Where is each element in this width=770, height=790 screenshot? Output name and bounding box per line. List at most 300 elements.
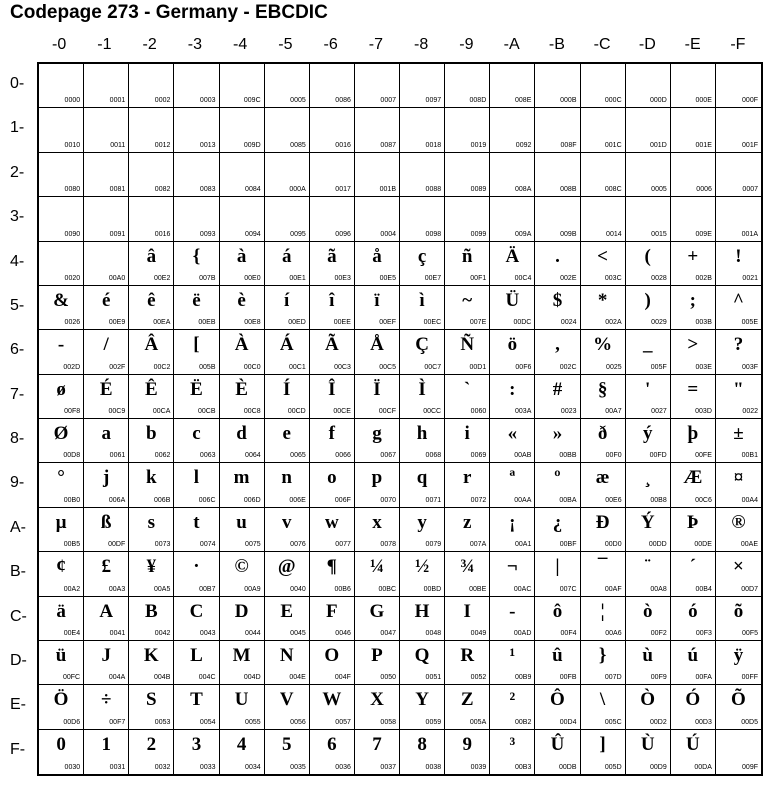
code-cell — [581, 730, 626, 774]
cell-unicode-code: 002B — [695, 274, 712, 282]
cell-unicode-code: 0067 — [380, 452, 396, 460]
cell-glyph: F — [326, 600, 338, 622]
code-cell — [310, 330, 355, 374]
code-cell — [310, 419, 355, 463]
code-cell — [400, 508, 445, 552]
cell-unicode-code: 00EE — [333, 319, 351, 327]
code-cell — [220, 463, 265, 507]
cell-unicode-code: 0073 — [154, 541, 171, 549]
cell-unicode-code: 0033 — [199, 764, 216, 771]
cell-unicode-code: 00FB — [559, 674, 577, 682]
cell-glyph: ü — [55, 644, 67, 666]
cell-glyph: ç — [417, 245, 427, 267]
code-cell — [84, 508, 129, 552]
cell-unicode-code: 00C7 — [424, 363, 442, 371]
cell-glyph: S — [146, 689, 157, 711]
code-cell — [671, 463, 716, 507]
cell-unicode-code: 00BA — [559, 496, 577, 504]
code-cell — [671, 730, 716, 774]
cell-unicode-code: 003F — [742, 363, 758, 371]
cell-unicode-code: 00AE — [740, 541, 758, 549]
cell-unicode-code: 0061 — [109, 452, 126, 460]
cell-glyph: ² — [509, 689, 516, 711]
code-cell — [671, 242, 716, 286]
cell-unicode-code: 006A — [108, 496, 126, 504]
cell-unicode-code: 004A — [108, 674, 126, 682]
cell-unicode-code: 00F9 — [650, 674, 667, 682]
cell-unicode-code: 0003 — [199, 97, 216, 105]
cell-glyph: P — [371, 644, 383, 666]
row-header: 4- — [10, 252, 25, 270]
code-cell — [265, 463, 310, 507]
cell-unicode-code: 000E — [695, 97, 712, 105]
code-cell — [400, 597, 445, 641]
cell-glyph: î — [329, 289, 335, 311]
cell-glyph: ? — [733, 334, 744, 356]
cell-unicode-code: 0083 — [199, 186, 216, 194]
cell-unicode-code: 0056 — [290, 718, 306, 726]
code-cell — [445, 552, 490, 596]
code-cell — [174, 242, 219, 286]
cell-unicode-code: 0050 — [380, 674, 396, 682]
code-cell — [490, 197, 535, 241]
code-cell — [310, 242, 355, 286]
code-cell — [626, 64, 671, 108]
cell-unicode-code: 0038 — [425, 764, 442, 771]
cell-unicode-code: 00B8 — [650, 496, 667, 504]
code-cell — [716, 330, 761, 374]
code-cell — [265, 286, 310, 330]
cell-glyph: 2 — [146, 733, 157, 755]
cell-unicode-code: 0007 — [380, 97, 396, 105]
cell-unicode-code: 00A6 — [605, 629, 622, 637]
code-cell — [220, 197, 265, 241]
column-header: -0 — [52, 36, 67, 53]
cell-unicode-code: 00C6 — [695, 496, 712, 504]
cell-unicode-code: 00F2 — [650, 629, 667, 637]
code-cell — [355, 597, 400, 641]
row-header: 0- — [10, 75, 25, 92]
cell-glyph: G — [369, 600, 385, 622]
code-cell — [39, 153, 84, 197]
cell-unicode-code: 0014 — [606, 230, 622, 238]
code-cell — [174, 197, 219, 241]
code-cell — [626, 242, 671, 286]
cell-unicode-code: 004C — [198, 674, 216, 682]
code-cell — [581, 508, 626, 552]
cell-unicode-code: 0054 — [199, 718, 216, 726]
column-header: -D — [638, 36, 656, 53]
cell-unicode-code: 0099 — [470, 230, 487, 238]
code-cell — [39, 197, 84, 241]
cell-unicode-code: 00FF — [741, 674, 758, 682]
cell-unicode-code: 00D1 — [469, 363, 487, 371]
cell-glyph: m — [233, 467, 250, 489]
cell-glyph: ¾ — [460, 556, 475, 578]
code-cell — [671, 375, 716, 419]
cell-unicode-code: 0068 — [425, 452, 442, 460]
cell-glyph: W — [322, 689, 342, 711]
code-cell — [129, 153, 174, 197]
cell-glyph: e — [282, 423, 291, 444]
code-cell — [355, 108, 400, 152]
cell-unicode-code: 008C — [604, 186, 622, 194]
cell-glyph: n — [281, 467, 292, 489]
code-cell — [174, 64, 219, 108]
cell-glyph: ! — [735, 245, 742, 267]
cell-unicode-code: 00F3 — [695, 629, 712, 637]
code-cell — [129, 242, 174, 286]
cell-unicode-code: 00E5 — [379, 274, 396, 282]
cell-unicode-code: 006C — [198, 496, 216, 504]
code-cell — [445, 286, 490, 330]
code-cell — [716, 197, 761, 241]
code-cell — [84, 197, 129, 241]
cell-unicode-code: 00B6 — [334, 585, 351, 593]
cell-unicode-code: 00C2 — [153, 363, 171, 371]
code-cell — [626, 552, 671, 596]
cell-unicode-code: 0013 — [199, 141, 216, 149]
code-cell — [581, 552, 626, 596]
cell-glyph: 3 — [191, 733, 202, 755]
cell-unicode-code: 007A — [469, 541, 487, 549]
cell-unicode-code: 001E — [695, 141, 712, 149]
cell-unicode-code: 00DA — [694, 764, 712, 771]
code-cell — [265, 330, 310, 374]
cell-unicode-code: 0065 — [290, 452, 306, 460]
cell-unicode-code: 0071 — [425, 496, 442, 504]
cell-glyph: U — [234, 689, 249, 711]
cell-unicode-code: 00E7 — [424, 274, 442, 282]
code-cell — [39, 330, 84, 374]
cell-glyph: ´ — [689, 556, 696, 578]
cell-unicode-code: 00A4 — [741, 496, 758, 504]
cell-glyph: H — [414, 600, 430, 622]
code-cell — [400, 197, 445, 241]
cell-glyph: ÷ — [100, 689, 112, 711]
code-cell — [626, 730, 671, 774]
cell-unicode-code: 0021 — [742, 274, 758, 282]
cell-unicode-code: 003E — [695, 363, 712, 371]
row-header: 7- — [10, 385, 25, 403]
column-header: -2 — [142, 36, 157, 53]
code-cell — [84, 730, 129, 774]
cell-unicode-code: 00AD — [513, 629, 532, 637]
cell-glyph: ì — [419, 289, 425, 311]
cell-glyph: j — [103, 467, 110, 489]
code-cell — [129, 463, 174, 507]
cell-unicode-code: 00AC — [513, 585, 532, 593]
code-cell — [716, 375, 761, 419]
cell-unicode-code: 00B2 — [515, 718, 532, 726]
cell-unicode-code: 005A — [469, 718, 487, 726]
cell-glyph: ï — [374, 289, 380, 311]
cell-unicode-code: 00D0 — [604, 541, 622, 549]
cell-unicode-code: 008D — [469, 97, 487, 105]
code-cell — [535, 286, 580, 330]
code-cell — [39, 286, 84, 330]
cell-unicode-code: 005B — [199, 363, 216, 371]
cell-unicode-code: 0059 — [425, 718, 442, 726]
cell-glyph: ñ — [461, 245, 473, 267]
cell-unicode-code: 0032 — [154, 764, 171, 771]
code-cell — [39, 242, 84, 286]
code-cell — [174, 330, 219, 374]
cell-unicode-code: 0074 — [199, 541, 216, 549]
column-header: -8 — [414, 36, 429, 53]
code-cell — [310, 197, 355, 241]
cell-unicode-code: 007D — [604, 674, 622, 682]
code-cell — [535, 730, 580, 774]
code-cell — [84, 419, 129, 463]
row-header: 8- — [10, 430, 25, 447]
column-header: -3 — [187, 36, 202, 53]
code-cell — [265, 375, 310, 419]
cell-glyph: ú — [687, 644, 699, 666]
cell-unicode-code: 009D — [243, 141, 261, 149]
code-cell — [39, 419, 84, 463]
cell-unicode-code: 0020 — [64, 274, 81, 282]
cell-glyph: b — [146, 423, 157, 444]
row-header: E- — [10, 696, 26, 714]
code-cell — [400, 730, 445, 774]
code-cell — [84, 552, 129, 596]
cell-glyph: ³ — [509, 733, 516, 755]
cell-unicode-code: 004D — [243, 674, 261, 682]
code-cell — [265, 64, 310, 108]
cell-unicode-code: 00C3 — [334, 363, 351, 371]
cell-unicode-code: 007B — [199, 274, 216, 282]
code-cell — [174, 419, 219, 463]
cell-unicode-code: 000D — [650, 97, 667, 105]
code-cell — [490, 153, 535, 197]
cell-unicode-code: 004E — [289, 674, 306, 682]
code-cell — [355, 508, 400, 552]
cell-glyph: × — [733, 556, 744, 578]
code-cell — [445, 641, 490, 685]
cell-glyph: ( — [644, 245, 651, 267]
code-cell — [174, 685, 219, 729]
cell-unicode-code: 00E8 — [244, 319, 261, 327]
cell-glyph: \ — [599, 689, 606, 711]
cell-unicode-code: 00DE — [694, 541, 712, 549]
cell-glyph: o — [327, 467, 337, 489]
cell-unicode-code: 000A — [289, 186, 306, 194]
code-cell — [716, 730, 761, 774]
code-cell — [671, 508, 716, 552]
cell-unicode-code: 001B — [379, 186, 396, 194]
code-cell — [220, 330, 265, 374]
cell-unicode-code: 00EC — [423, 319, 442, 327]
code-cell — [355, 330, 400, 374]
cell-glyph: ] — [599, 733, 606, 755]
code-cell — [581, 286, 626, 330]
cell-unicode-code: 00F1 — [470, 274, 487, 282]
code-cell — [355, 463, 400, 507]
cell-unicode-code: 009F — [742, 764, 758, 771]
cell-unicode-code: 0052 — [470, 674, 487, 682]
code-cell — [220, 419, 265, 463]
cell-unicode-code: 0063 — [199, 452, 216, 460]
code-cell — [626, 197, 671, 241]
cell-glyph: i — [464, 423, 470, 444]
code-cell — [581, 197, 626, 241]
code-cell — [716, 685, 761, 729]
code-cell — [716, 508, 761, 552]
cell-unicode-code: 0057 — [335, 718, 351, 726]
cell-glyph: Ã — [324, 334, 339, 356]
cell-unicode-code: 0016 — [154, 230, 171, 238]
cell-glyph: á — [281, 245, 292, 267]
cell-glyph: 7 — [372, 733, 382, 755]
code-cell — [626, 108, 671, 152]
code-cell — [129, 197, 174, 241]
cell-unicode-code: 00CF — [378, 408, 396, 415]
column-header: -B — [548, 36, 565, 53]
cell-unicode-code: 0082 — [154, 186, 171, 194]
code-cell — [671, 597, 716, 641]
code-cell — [310, 730, 355, 774]
code-cell — [355, 286, 400, 330]
code-cell — [400, 641, 445, 685]
code-cell — [671, 64, 716, 108]
cell-unicode-code: 00DB — [558, 764, 577, 771]
cell-unicode-code: 00C8 — [243, 408, 261, 415]
cell-glyph: x — [372, 511, 382, 533]
cell-glyph: ± — [733, 423, 744, 444]
cell-glyph: ß — [100, 511, 112, 533]
code-cell — [84, 330, 129, 374]
cell-unicode-code: 00A9 — [244, 585, 261, 593]
cell-glyph: £ — [101, 556, 111, 578]
code-cell — [671, 419, 716, 463]
code-cell — [671, 685, 716, 729]
row-header: A- — [10, 518, 26, 536]
cell-unicode-code: 0081 — [109, 186, 126, 194]
cell-glyph: * — [597, 289, 608, 311]
cell-glyph: & — [53, 289, 69, 311]
code-cell — [174, 153, 219, 197]
code-cell — [84, 375, 129, 419]
cell-unicode-code: 0018 — [425, 141, 442, 149]
code-cell — [490, 64, 535, 108]
code-cell — [445, 463, 490, 507]
row-header: 6- — [10, 341, 25, 359]
cell-unicode-code: 0051 — [425, 674, 442, 682]
cell-glyph: - — [509, 600, 516, 622]
code-cell — [581, 685, 626, 729]
cell-glyph: ¡ — [509, 511, 516, 533]
cell-glyph: q — [416, 467, 428, 489]
cell-glyph: | — [555, 556, 560, 578]
cell-unicode-code: 00B7 — [199, 585, 216, 593]
cell-unicode-code: 00BD — [423, 585, 442, 593]
code-cell — [310, 463, 355, 507]
cell-unicode-code: 002C — [559, 363, 577, 371]
cell-unicode-code: 0078 — [380, 541, 396, 549]
cell-glyph: 9 — [462, 733, 472, 755]
code-cell — [490, 419, 535, 463]
cell-glyph: Ô — [550, 689, 565, 711]
cell-unicode-code: 0075 — [245, 541, 261, 549]
code-cell — [626, 153, 671, 197]
cell-glyph: ö — [507, 334, 518, 356]
code-cell — [265, 730, 310, 774]
cell-unicode-code: 0055 — [245, 718, 261, 726]
cell-unicode-code: 0012 — [154, 141, 171, 149]
cell-unicode-code: 007E — [469, 319, 487, 327]
code-cell — [174, 597, 219, 641]
cell-glyph: O — [324, 644, 340, 666]
cell-glyph: d — [236, 423, 247, 444]
code-cell — [310, 64, 355, 108]
code-cell — [445, 153, 490, 197]
cell-unicode-code: 006D — [243, 496, 261, 504]
cell-glyph: ® — [731, 511, 746, 533]
code-cell — [174, 286, 219, 330]
code-cell — [129, 685, 174, 729]
cell-unicode-code: 00AF — [604, 585, 622, 593]
cell-unicode-code: 001D — [650, 141, 667, 149]
code-cell — [716, 153, 761, 197]
cell-unicode-code: 0000 — [64, 97, 81, 105]
cell-unicode-code: 005E — [741, 319, 758, 327]
cell-unicode-code: 0077 — [335, 541, 351, 549]
cell-glyph: g — [372, 423, 382, 444]
cell-unicode-code: 000F — [742, 97, 758, 105]
cell-glyph: / — [103, 334, 109, 356]
cell-glyph: ù — [642, 644, 653, 666]
cell-unicode-code: 0086 — [335, 97, 351, 105]
cell-glyph: 6 — [327, 733, 337, 755]
cell-unicode-code: 002F — [109, 363, 126, 371]
cell-unicode-code: 0017 — [335, 186, 351, 194]
cell-glyph: Ì — [418, 378, 426, 400]
cell-unicode-code: 008E — [515, 97, 532, 105]
code-cell — [490, 730, 535, 774]
cell-glyph: þ — [687, 423, 699, 444]
code-cell — [400, 242, 445, 286]
code-cell — [716, 641, 761, 685]
row-header: D- — [10, 651, 27, 669]
column-headers — [37, 36, 761, 60]
code-cell — [129, 286, 174, 330]
code-cell — [626, 508, 671, 552]
cell-unicode-code: 000C — [604, 97, 622, 105]
cell-unicode-code: 00A1 — [515, 541, 532, 549]
cell-glyph: a — [101, 423, 111, 444]
code-cell — [220, 552, 265, 596]
code-cell — [310, 153, 355, 197]
cell-glyph: Ò — [640, 689, 656, 711]
code-cell — [39, 597, 84, 641]
cell-unicode-code: 00CB — [197, 408, 216, 415]
cell-unicode-code: 00DC — [513, 319, 532, 327]
cell-unicode-code: 006E — [289, 496, 306, 504]
code-cell — [400, 463, 445, 507]
code-cell — [129, 64, 174, 108]
code-cell — [174, 508, 219, 552]
code-cell — [716, 286, 761, 330]
cell-unicode-code: 0026 — [64, 319, 81, 327]
code-cell — [671, 552, 716, 596]
code-cell — [39, 375, 84, 419]
cell-unicode-code: 0019 — [470, 141, 487, 149]
cell-glyph: M — [232, 644, 251, 666]
code-cell — [490, 375, 535, 419]
code-cell — [39, 730, 84, 774]
cell-glyph: t — [193, 511, 200, 533]
